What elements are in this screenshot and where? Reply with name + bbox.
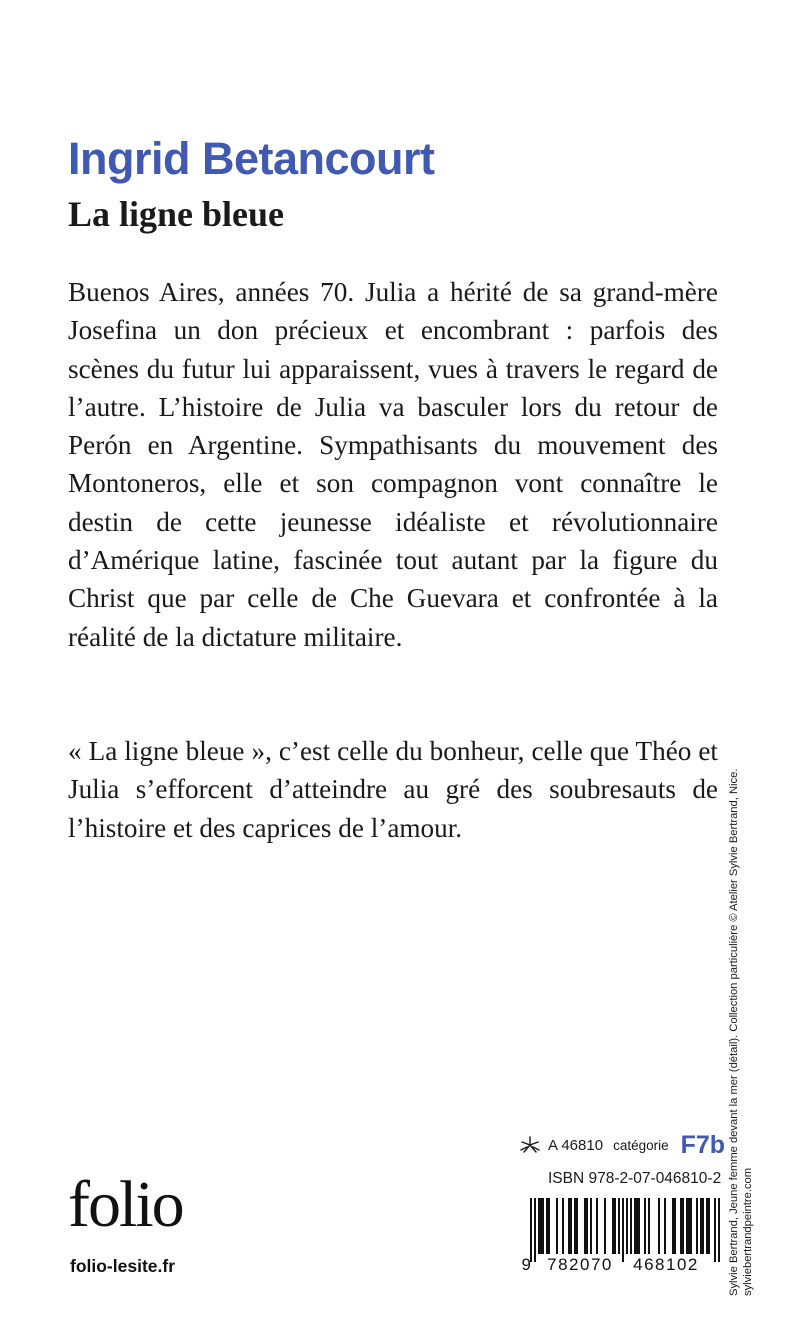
barcode-bar xyxy=(546,1198,548,1254)
barcode-bar xyxy=(682,1198,684,1254)
category-code: F7b xyxy=(680,1130,726,1159)
barcode-bar xyxy=(584,1198,586,1254)
barcode-guard-bar xyxy=(626,1198,628,1262)
barcode-bar xyxy=(568,1198,570,1254)
barcode-bar xyxy=(604,1198,606,1254)
barcode-guard-bar xyxy=(714,1198,716,1262)
barcode-bar xyxy=(708,1198,710,1254)
barcode-bar xyxy=(664,1198,666,1254)
barcode-bar xyxy=(612,1198,614,1254)
barcode-bars xyxy=(526,1198,720,1262)
barcode-left-digits: 782070 xyxy=(540,1254,620,1276)
blurb-paragraph: « La ligne bleue », c’est celle du bonheur, celle que Théo et Julia s’efforcent d’atteindre au gré des soubresauts de l’histoire et des caprices de l’amour. xyxy=(68,736,718,843)
author-name: Ingrid Betancourt xyxy=(68,133,435,184)
cover-art-credit xyxy=(727,676,755,1296)
barcode-bar xyxy=(596,1198,598,1254)
barcode-bar xyxy=(686,1198,688,1254)
barcode-bar xyxy=(576,1198,578,1254)
barcode-bar xyxy=(542,1198,544,1254)
barcode-bar xyxy=(556,1198,558,1254)
barcode-bar xyxy=(648,1198,650,1254)
barcode-first-digit: 9 xyxy=(521,1255,533,1274)
barcode-bar xyxy=(674,1198,676,1254)
credit-line: Sylvie Bertrand, Jeune femme devant la mer (détail). Collection particulière © Atelier Sylvie Bertrand, Nice. xyxy=(728,768,740,1296)
barcode-bar xyxy=(706,1198,708,1254)
barcode-bar xyxy=(702,1198,704,1254)
barcode-guard-bar xyxy=(530,1198,532,1262)
barcode-bar xyxy=(538,1198,540,1254)
publisher-website: folio-lesite.fr xyxy=(70,1256,176,1276)
barcode-guard-bar xyxy=(622,1198,624,1262)
barcode-bar xyxy=(570,1198,572,1254)
barcode-guard-bar xyxy=(718,1198,720,1262)
barcode-bar xyxy=(700,1198,702,1254)
barcode-bar xyxy=(672,1198,674,1254)
barcode-bar xyxy=(590,1198,592,1254)
barcode-bar xyxy=(634,1198,636,1254)
barcode-bar xyxy=(680,1198,682,1254)
barcode-bar xyxy=(636,1198,638,1254)
barcode-bar xyxy=(548,1198,550,1254)
price-code: A 46810 xyxy=(548,1136,604,1154)
isbn: ISBN 978-2-07-046810-2 xyxy=(548,1170,722,1187)
barcode-bar xyxy=(644,1198,646,1254)
barcode-bar xyxy=(630,1198,632,1254)
barcode-bar xyxy=(562,1198,564,1254)
book-title: La ligne bleue xyxy=(68,194,285,234)
blurb-paragraph: Buenos Aires, années 70. Julia a hérité de sa grand-mère Josefina un don précieux et encombrant : parfois des scènes du futur lui apparaissent, vues à travers le regard de l’autre. L’histoire de Julia va basculer lors du retour de Perón en Argentine. Sympathisants du mouvement des Montoneros, elle et son compagnon vont connaître le destin de cette jeunesse idéaliste et révolutionnaire d’Amérique latine, fascinée tout autant par la figure du Christ que par celle de Che Guevara et confrontée à la réalité de la dictature militaire. xyxy=(68,277,718,652)
price-category-line xyxy=(518,1130,726,1159)
barcode-bar xyxy=(688,1198,690,1254)
barcode-bar xyxy=(614,1198,616,1254)
barcode-bar xyxy=(638,1198,640,1254)
barcode-bar xyxy=(540,1198,542,1254)
ean-barcode xyxy=(521,1198,720,1278)
category-label: catégorie xyxy=(613,1137,669,1153)
barcode-bar xyxy=(586,1198,588,1254)
barcode-bar xyxy=(658,1198,660,1254)
barcode-guard-bar xyxy=(534,1198,536,1262)
barcode-right-digits: 468102 xyxy=(626,1254,706,1276)
gallimard-star-icon xyxy=(518,1135,542,1155)
barcode-bar xyxy=(696,1198,698,1254)
barcode-bar xyxy=(574,1198,576,1254)
barcode-bar xyxy=(618,1198,620,1254)
credit-website: sylviebertrandpeintre.com xyxy=(742,1167,754,1296)
barcode-bar xyxy=(690,1198,692,1254)
folio-logo: folio xyxy=(68,1168,183,1241)
